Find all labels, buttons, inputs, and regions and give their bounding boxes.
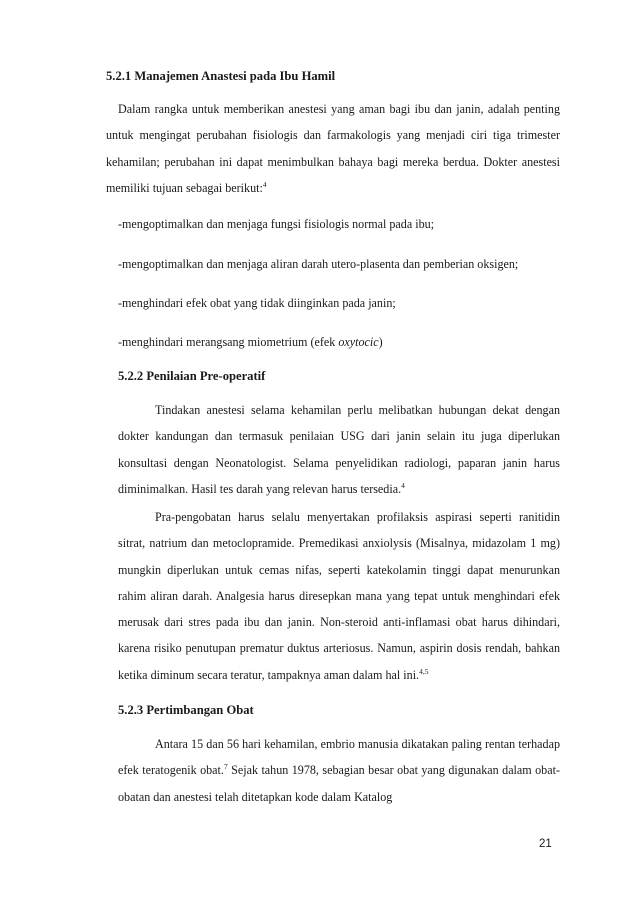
- page-number: 21: [539, 838, 552, 850]
- reference-superscript: 4: [401, 480, 405, 490]
- heading-5-2-3: 5.2.3 Pertimbangan Obat: [118, 703, 254, 717]
- paragraph-text: Dalam rangka untuk memberikan anestesi yang aman bagi ibu dan janin, adalah penting untuk mengingat perubahan fisiologis dan farmakologis yang menjadi ciri tiga trimester kehamilan; perubahan ini dapat menimbulkan bahaya bagi mereka berdua. Dokter anestesi memiliki tujuan sebagai berikut:: [106, 102, 560, 195]
- goal-item-1: -mengoptimalkan dan menjaga fungsi fisiologis normal pada ibu;: [118, 217, 435, 231]
- paragraph-text-b: Sejak tahun 1978, sebagian besar obat yang digunakan dalam obat-obatan dan anestesi telah ditetapkan kode dalam Katalog: [118, 763, 560, 804]
- goal-item-3: -menghindari efek obat yang tidak diinginkan pada janin;: [118, 296, 396, 310]
- paragraph-text-a: Antara 15 dan 56 hari kehamilan, embrio manusia dikatakan paling rentan terhadap efek teratogenik obat.: [118, 737, 560, 778]
- goal-item-4: [118, 335, 383, 350]
- reference-superscript: 7: [223, 762, 228, 772]
- heading-5-2-2: 5.2.2 Penilaian Pre-operatif: [118, 369, 266, 383]
- goal-item-4-text: -menghindari merangsang miometrium (efek: [118, 335, 339, 349]
- goal-item-4-close: ): [378, 335, 383, 349]
- paragraph-5-2-2-b: [118, 504, 560, 688]
- paragraph-text: Tindakan anestesi selama kehamilan perlu melibatkan hubungan dekat dengan dokter kandungan dan termasuk penilaian USG dari janin selain itu juga diperlukan konsultasi dengan Neonatologist. Selama penyelidikan radiologi, paparan janin harus diminimalkan. Hasil tes darah yang relevan harus tersedia.: [118, 403, 560, 496]
- paragraph-5-2-1: [106, 96, 560, 201]
- reference-superscript: 4: [262, 179, 267, 189]
- goal-item-2: -mengoptimalkan dan menjaga aliran darah utero-plasenta dan pemberian oksigen;: [118, 257, 519, 271]
- reference-superscript: 4,5: [419, 666, 429, 676]
- paragraph-text: Pra-pengobatan harus selalu menyertakan profilaksis aspirasi seperti ranitidin sitrat, natrium dan metoclopramide. Premedikasi anxiolysis (Misalnya, midazolam 1 mg) mungkin diperlukan untuk cemas nifas, seperti katekolamin tinggi dapat menurunkan rahim aliran darah. Analgesia harus diresepkan mana yang tepat untuk menghindari efek merusak dari stres pada ibu dan janin. Non-steroid anti-inflamasi obat harus dihindari, karena risiko penutupan prematur duktus arteriosus. Namun, aspirin dosis rendah, bahkan ketika diminum secara teratur, tampaknya aman dalam hal ini.: [118, 510, 560, 682]
- heading-5-2-1: 5.2.1 Manajemen Anastesi pada Ibu Hamil: [106, 69, 336, 83]
- goal-item-4-italic: oxytocic: [338, 335, 379, 349]
- paragraph-5-2-2-a: [118, 397, 560, 502]
- paragraph-5-2-3: [118, 731, 560, 810]
